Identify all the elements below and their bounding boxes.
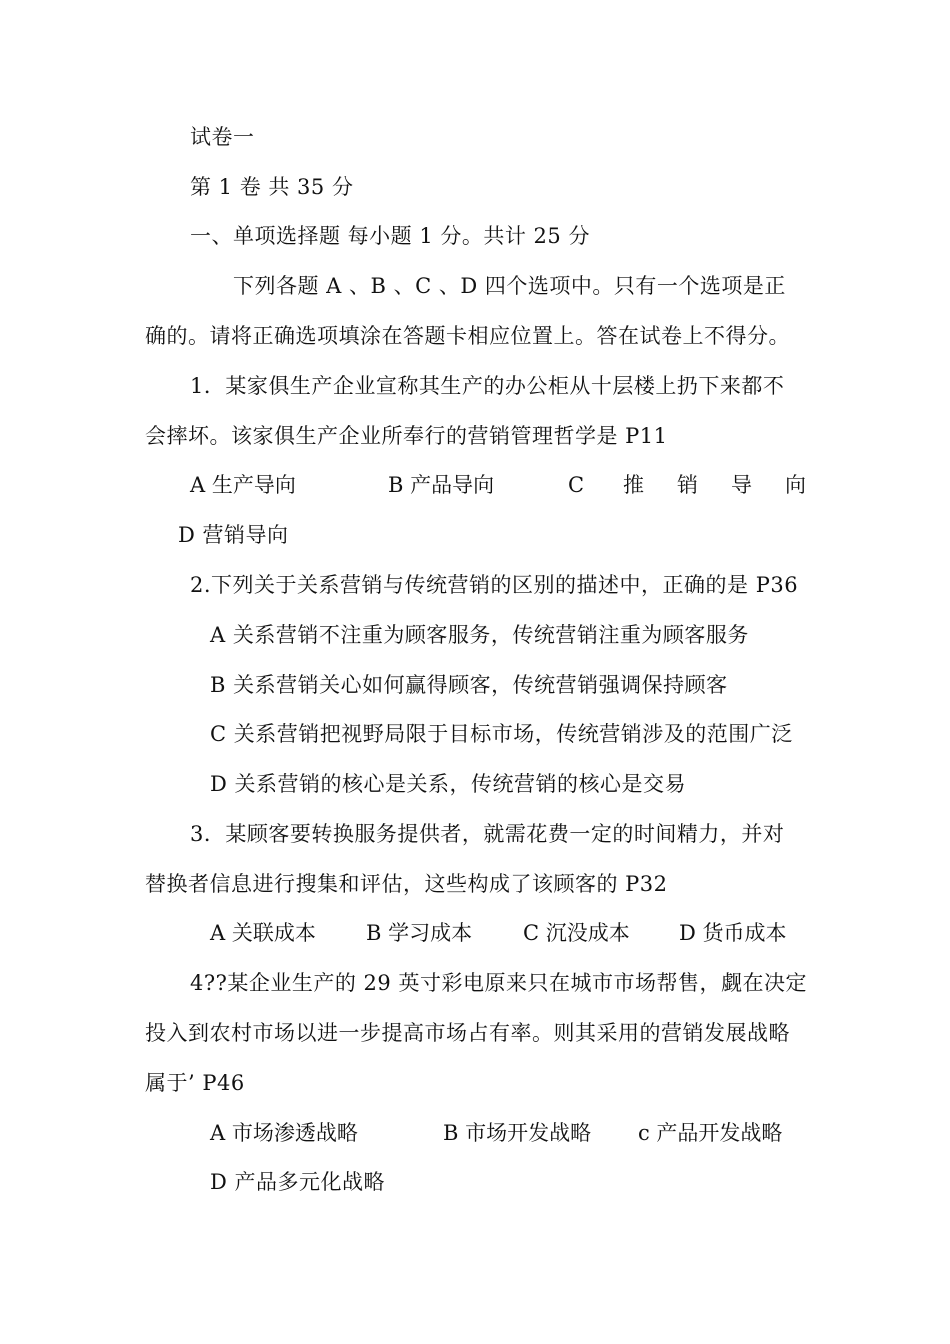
section-heading: 一、单项选择题 每小题 1 分。共计 25 分: [190, 224, 590, 248]
question-4-option-b: B 市场开发战略: [443, 1121, 592, 1145]
question-1-option-c-char: 推: [623, 473, 644, 497]
question-4-stem-line-2: 投入到农村市场以进一步提高市场占有率。则其采用的营销发展战略: [145, 1021, 790, 1045]
question-1-option-c-char: 向: [785, 473, 806, 497]
question-3-options-row: [0, 919, 950, 947]
instructions-line-1: 下列各题 A 、B 、C 、D 四个选项中。只有一个选项是正: [233, 274, 786, 298]
question-2-option-b: B 关系营销关心如何赢得顾客，传统营销强调保持顾客: [210, 673, 728, 697]
question-1-stem-line-1: 1．某家俱生产企业宣称其生产的办公柜从十层楼上扔下来都不: [190, 374, 785, 398]
question-3-option-b: B 学习成本: [366, 921, 473, 945]
question-3-stem-line-1: 3．某顾客要转换服务提供者，就需花费一定的时间精力，并对: [190, 822, 785, 846]
question-4-option-c: c 产品开发战略: [638, 1121, 783, 1145]
question-1-option-c-text: [623, 471, 806, 499]
question-1-option-c-letter: C: [568, 473, 585, 497]
question-1-option-c-char: 销: [677, 473, 698, 497]
question-1-options-row: [0, 471, 950, 499]
question-1-stem-line-2: 会摔坏。该家俱生产企业所奉行的营销管理哲学是 P11: [145, 424, 668, 448]
question-2-option-c: C 关系营销把视野局限于目标市场，传统营销涉及的范围广泛: [210, 722, 793, 746]
exam-title: 试卷一: [190, 125, 255, 149]
question-3-option-d: D 货币成本: [679, 921, 787, 945]
instructions-line-2: 确的。请将正确选项填涂在答题卡相应位置上。答在试卷上不得分。: [145, 324, 790, 348]
volume-heading: 第 1 卷 共 35 分: [190, 175, 354, 199]
question-4-option-d: D 产品多元化战略: [210, 1170, 386, 1194]
question-2-option-d: D 关系营销的核心是关系，传统营销的核心是交易: [210, 772, 687, 796]
question-3-option-a: A 关联成本: [210, 921, 316, 945]
question-4-option-a: A 市场渗透战略: [210, 1121, 358, 1145]
question-1-option-c-char: 导: [731, 473, 752, 497]
question-1-option-b: B 产品导向: [388, 473, 495, 497]
question-1-option-a: A 生产导向: [190, 473, 296, 497]
question-1-option-d: D 营销导向: [178, 523, 289, 547]
question-4-stem-line-1: 4??某企业生产的 29 英寸彩电原来只在城市市场帮售，觑在决定: [190, 971, 807, 995]
question-3-option-c: C 沉没成本: [523, 921, 630, 945]
question-4-options-row: [0, 1119, 950, 1147]
question-3-stem-line-2: 替换者信息进行搜集和评估，这些构成了该顾客的 P32: [145, 872, 668, 896]
question-4-stem-line-3: 属于’ P46: [145, 1071, 245, 1095]
question-2-stem-line-1: 2.下列关于关系营销与传统营销的区别的描述中，正确的是 P36: [190, 573, 799, 597]
question-2-option-a: A 关系营销不注重为顾客服务，传统营销注重为顾客服务: [210, 623, 749, 647]
